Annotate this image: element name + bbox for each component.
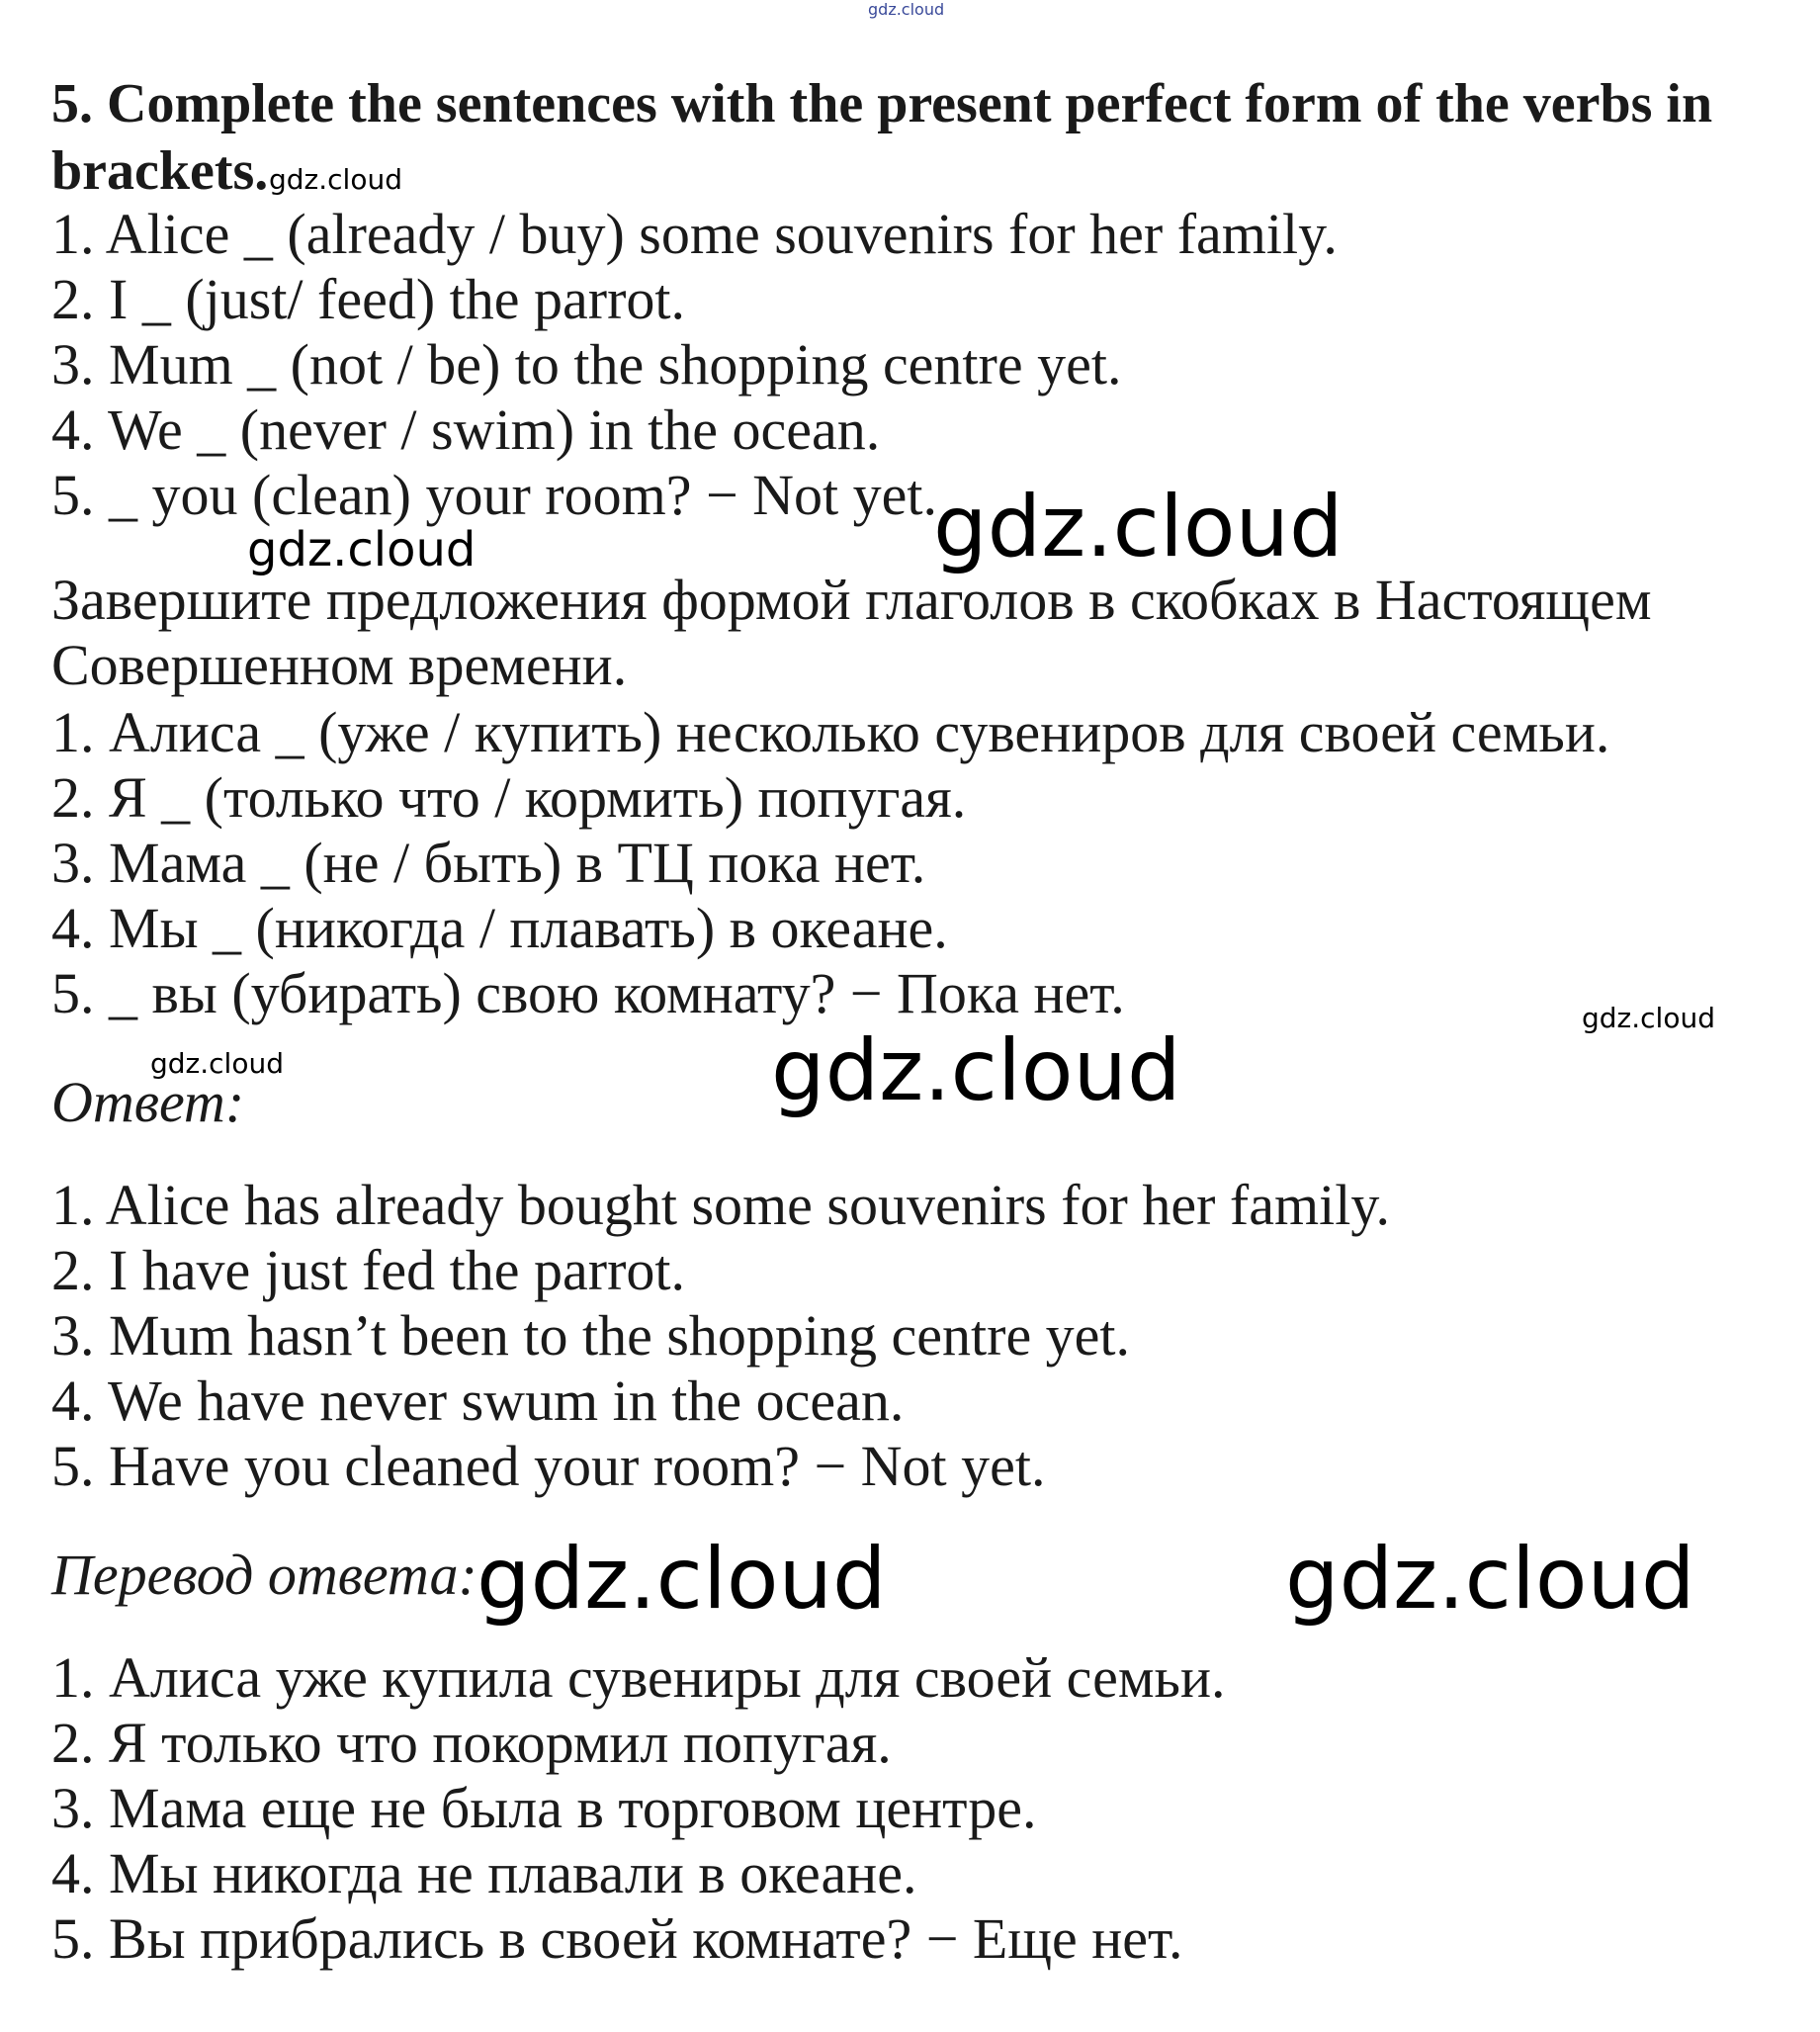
translation-sentence: 1. Алиса _ (уже / купить) несколько сувениров для своей семьи.: [51, 700, 1610, 764]
exercise-sentence: 2. I _ (just/ feed) the parrot.: [51, 267, 686, 331]
translation-instruction-cont: Совершенном времени.: [51, 633, 628, 697]
watermark: gdz.cloud: [1285, 1530, 1695, 1629]
answer-translation-sentence: 5. Вы прибрались в своей комнате? − Еще нет.: [51, 1906, 1183, 1971]
translation-sentence: 5. _ вы (убирать) свою комнату? − Пока нет.: [51, 961, 1125, 1025]
exercise-sentence: 1. Alice _ (already / buy) some souvenirs for her family.: [51, 202, 1338, 266]
exercise-heading: 5. Complete the sentences with the present perfect form of the verbs in: [51, 73, 1713, 134]
answer-translation-sentence: 2. Я только что покормил попугая.: [51, 1711, 892, 1775]
answer-sentence: 1. Alice has already bought some souvenirs for her family.: [51, 1173, 1391, 1237]
answer-translation-sentence: 3. Мама еще не была в торговом центре.: [51, 1776, 1037, 1840]
watermark: gdz.cloud: [269, 163, 402, 196]
answer-translation-sentence: 4. Мы никогда не плавали в океане.: [51, 1841, 917, 1905]
exercise-sentence: 3. Mum _ (not / be) to the shopping centre yet.: [51, 332, 1122, 397]
answer-translation-sentence: 1. Алиса уже купила сувениры для своей семьи.: [51, 1645, 1226, 1710]
translation-sentence: 4. Мы _ (никогда / плавать) в океане.: [51, 896, 948, 960]
translation-sentence: 3. Мама _ (не / быть) в ТЦ пока нет.: [51, 831, 926, 895]
answer-sentence: 3. Mum hasn’t been to the shopping centre yet.: [51, 1303, 1131, 1368]
answer-sentence: 4. We have never swum in the ocean.: [51, 1369, 905, 1433]
watermark-top: gdz.cloud: [868, 0, 945, 19]
translation-sentence: 2. Я _ (только что / кормить) попугая.: [51, 765, 967, 830]
watermark: gdz.cloud: [933, 478, 1343, 576]
answer-translation-label: Перевод ответа:: [51, 1543, 477, 1607]
exercise-sentence: 4. We _ (never / swim) in the ocean.: [51, 398, 881, 462]
watermark: gdz.cloud: [477, 1530, 887, 1629]
answer-label: Ответ:: [51, 1070, 245, 1134]
watermark: gdz.cloud: [1582, 1002, 1715, 1034]
answer-sentence: 2. I have just fed the parrot.: [51, 1238, 686, 1302]
exercise-sentence: 5. _ you (clean) your room? − Not yet.: [51, 463, 938, 527]
answer-sentence: 5. Have you cleaned your room? − Not yet.: [51, 1434, 1046, 1498]
watermark: gdz.cloud: [771, 1021, 1181, 1120]
translation-instruction: Завершите предложения формой глаголов в скобках в Настоящем: [51, 568, 1652, 632]
exercise-heading-cont: brackets.: [51, 140, 269, 202]
watermark: gdz.cloud: [247, 522, 477, 577]
watermark: gdz.cloud: [150, 1047, 284, 1080]
